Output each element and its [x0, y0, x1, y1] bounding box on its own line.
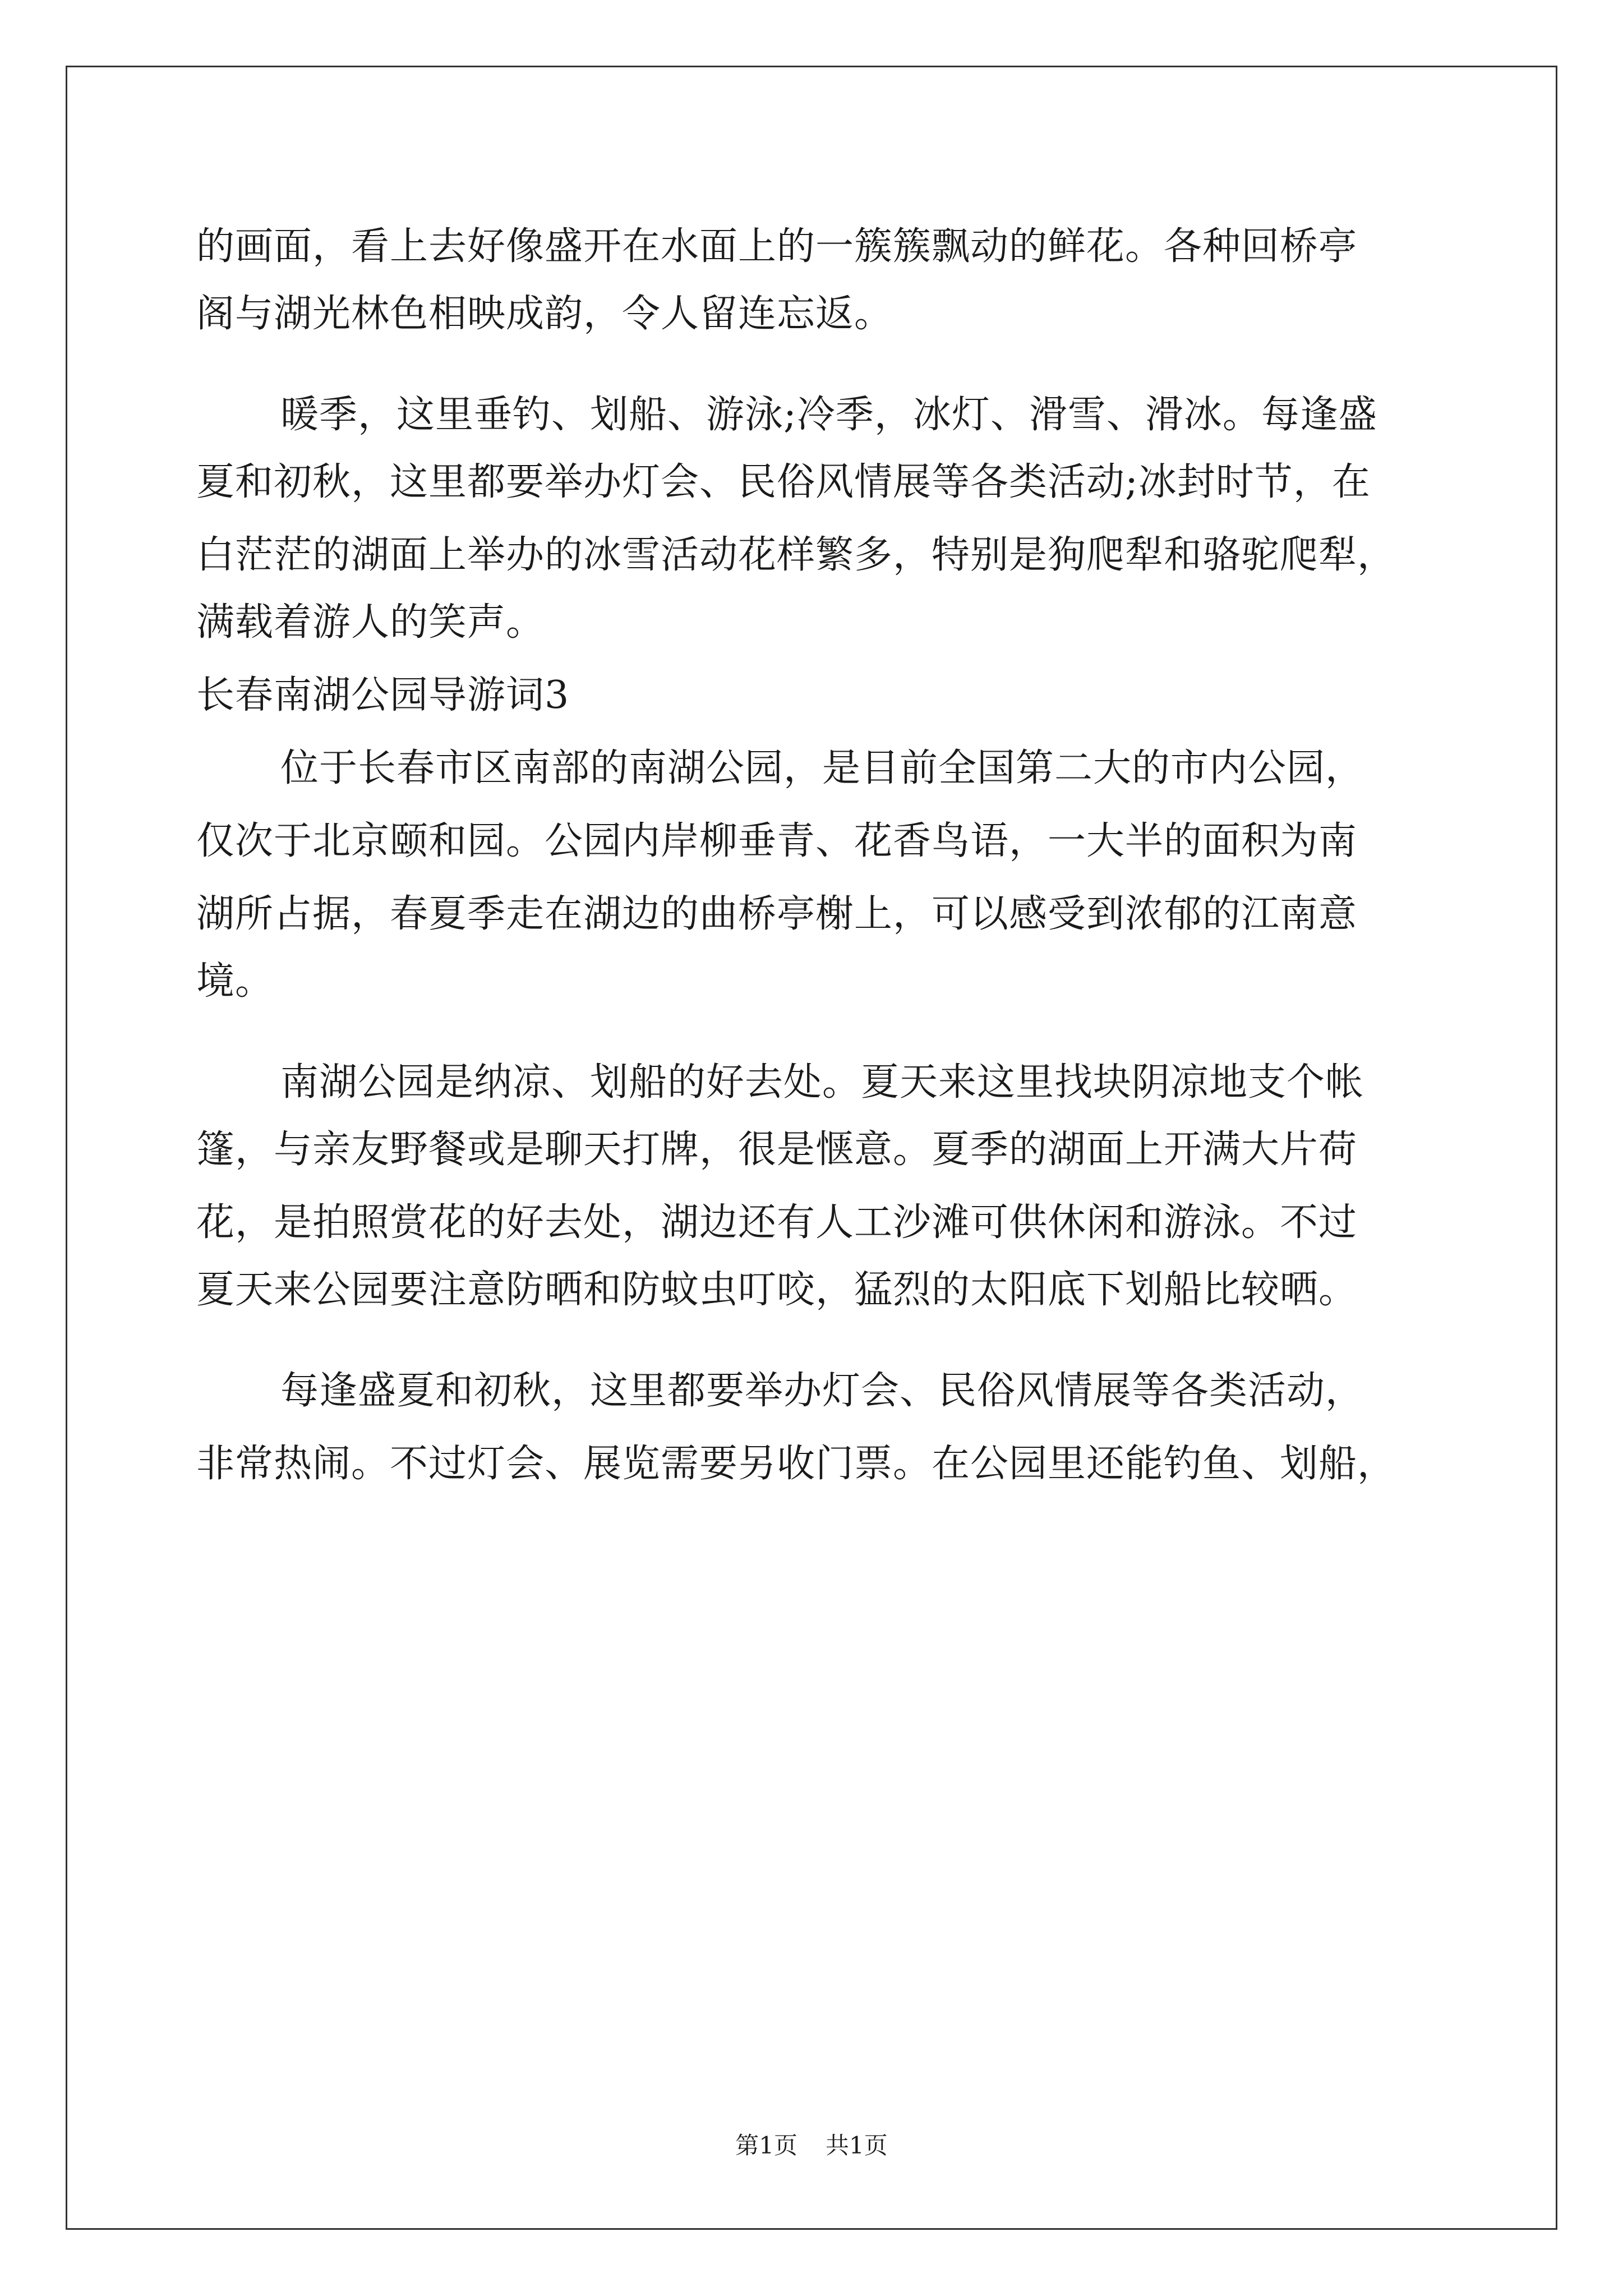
text-line: 南湖公园是纳凉、划船的好去处。夏天来这里找块阴凉地支个帐 — [280, 1060, 1364, 1105]
text-line: 花，是拍照赏花的好去处，湖边还有人工沙滩可供休闲和游泳。不过 — [196, 1200, 1358, 1245]
text-line: 非常热闹。不过灯会、展览需要另收门票。在公园里还能钓鱼、划船， — [196, 1442, 1396, 1486]
text-line: 夏天来公园要注意防晒和防蚊虫叮咬，猛烈的太阳底下划船比较晒。 — [196, 1268, 1358, 1312]
text-line: 位于长春市区南部的南湖公园，是目前全国第二大的市内公园， — [280, 746, 1364, 790]
page-number: 第1页 — [735, 2132, 797, 2159]
text-line: 的画面，看上去好像盛开在水面上的一簇簇飘动的鲜花。各种回桥亭 — [196, 224, 1358, 269]
page-total: 共1页 — [826, 2132, 888, 2159]
text-line: 篷，与亲友野餐或是聊天打牌，很是惬意。夏季的湖面上开满大片荷 — [196, 1128, 1358, 1172]
text-line: 仅次于北京颐和园。公园内岸柳垂青、花香鸟语，一大半的面积为南 — [196, 819, 1358, 863]
text-line: 境。 — [196, 959, 274, 1004]
text-line: 暖季，这里垂钓、划船、游泳;冷季，冰灯、滑雪、滑冰。每逢盛 — [280, 393, 1377, 437]
text-line: 湖所占据，春夏季走在湖边的曲桥亭榭上，可以感受到浓郁的江南意 — [196, 892, 1358, 936]
text-line: 夏和初秋，这里都要举办灯会、民俗风情展等各类活动;冰封时节，在 — [196, 460, 1371, 504]
text-line: 满载着游人的笑声。 — [196, 600, 545, 645]
section-heading: 长春南湖公园导游词3 — [196, 673, 570, 717]
text-line: 白茫茫的湖面上举办的冰雪活动花样繁多，特别是狗爬犁和骆驼爬犁， — [196, 533, 1396, 577]
text-line: 每逢盛夏和初秋，这里都要举办灯会、民俗风情展等各类活动， — [280, 1369, 1364, 1413]
text-line: 阁与湖光林色相映成韵，令人留连忘返。 — [196, 292, 893, 336]
page-footer — [0, 2129, 1623, 2162]
